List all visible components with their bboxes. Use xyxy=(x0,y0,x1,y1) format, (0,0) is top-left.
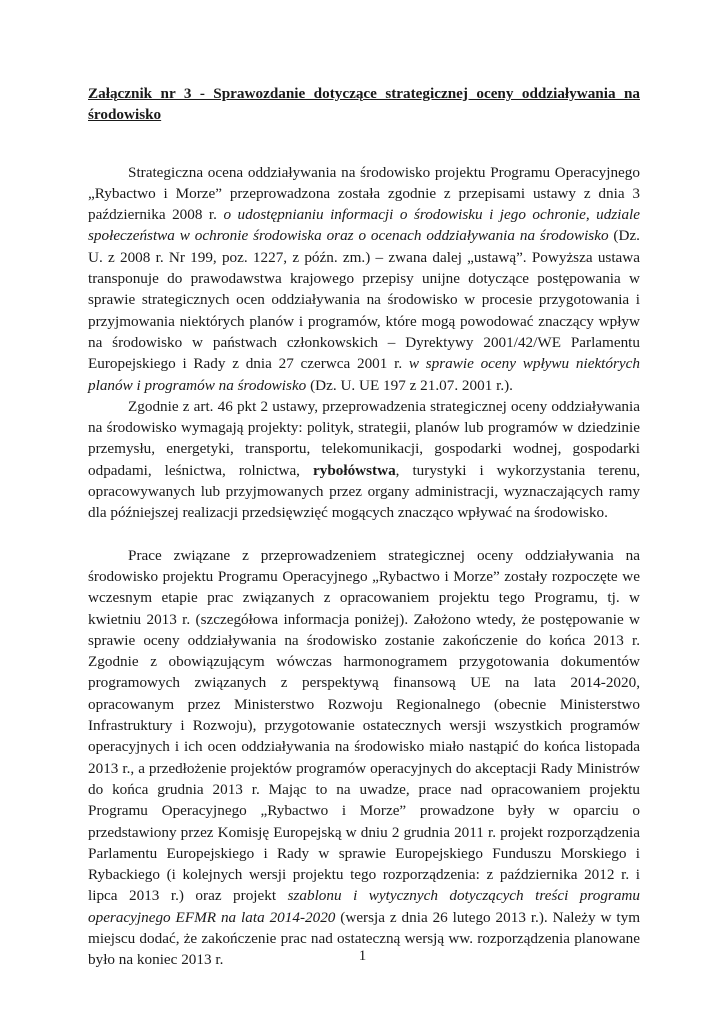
spacer xyxy=(88,126,640,162)
directive-title-italic: w sprawie oceny wpływu niektórych planów i programów na środowisko xyxy=(88,355,640,394)
template-title-italic: szablonu i wytycznych dotyczących treści programu operacyjnego EFMR na lata 2014-2020 xyxy=(88,887,640,926)
paragraph-text: , turystyki i wykorzystania terenu, opracowywanych lub przyjmowanych przez organy administracji, wyznaczających ramy dla późniejszej realizacji przedsięwzięć mogących znacząco wpływać na środowisko. xyxy=(88,461,640,522)
paragraph-text: (wersja z dnia 26 lutego 2013 r.). Należy w tym miejscu dodać, że zakończenie prac nad ostateczną wersją ww. rozporządzenia planowane było na koniec 2013 r. xyxy=(88,908,641,969)
page-number: 1 xyxy=(358,948,367,964)
paragraph-scope xyxy=(88,396,640,524)
paragraph-text: Prace związane z przeprowadzeniem strategicznej oceny oddziaływania na środowisko projektu Programu Operacyjnego „Rybactwo i Morze” zostały rozpoczęte we wczesnym etapie prac związanych z opracowaniem projektu tego Programu, tj. w kwietniu 2013 r. (szczegółowa informacja poniżej). Założono wtedy, że postępowanie w sprawie oceny oddziaływania na środowisko zostanie zakończenie do końca 2013 r. Zgodnie z obowiązującym wówczas harmonogramem przygotowania dokumentów programowych związanych z perspektywą finansową UE na lata 2014-2020, opracowanym przez Ministerstwo Rozwoju Regionalnego (obecnie Ministerstwo Infrastruktury i Rozwoju), przygotowanie ostatecznych wersji wszystkich programów operacyjnych i ich ocen oddziaływania na środowisko miało nastąpić do końca listopada 2013 r., a przedłożenie projektów programów operacyjnych do akceptacji Rady Ministrów do końca grudnia 2013 r. Mając to na uwadze, prace nad opracowaniem projektu Programu Operacyjnego „Rybactwo i Morze” prowadzone były w oparciu o przedstawiony przez Komisję Europejską w dniu 2 grudnia 2011 r. projekt rozporządzenia Parlamentu Europejskiego i Rady w sprawie Europejskiego Funduszu Morskiego i Rybackiego (i kolejnych wersji projektu tego rozporządzenia: z października 2012 r. i lipca 2013 r.) oraz projekt xyxy=(88,546,640,905)
paragraph-text: (Dz. U. z 2008 r. Nr 199, poz. 1227, z późn. zm.) – zwana dalej „ustawą”. Powyższa ustawa transponuje do prawodawstwa krajowego przepisy unijne dotyczące postępowania w sprawie strategicznych ocen oddziaływania na środowisko w procesie przygotowania i przyjmowania niektórych planów i programów, które mogą powodować znaczący wpływ na środowisko w państwach członkowskich – Dyrektywy 2001/42/WE Parlamentu Europejskiego i Rady z dnia 27 czerwca 2001 r. xyxy=(88,227,640,373)
spacer xyxy=(88,524,640,545)
act-title-italic: o udostępnianiu informacji o środowisku i jego ochronie, udziale społeczeństwa w ochronie środowiska oraz o ocenach oddziaływania na środowisko xyxy=(88,206,641,245)
paragraph-text: Zgodnie z art. 46 pkt 2 ustawy, przeprowadzenia strategicznej oceny oddziaływania na środowisko wymagają projekty: polityk, strategii, planów lub programów w dziedzinie przemysłu, energetyki, transportu, telekomunikacji, gospodarki wodnej, gospodarki odpadami, leśnictwa, rolnictwa, xyxy=(88,397,640,479)
document-title: Załącznik nr 3 - Sprawozdanie dotyczące strategicznej oceny oddziaływania na środowisko xyxy=(88,85,640,124)
paragraph-text: (Dz. U. UE 197 z 21.07. 2001 r.). xyxy=(306,376,513,394)
document-page xyxy=(88,83,640,971)
paragraph-text: Strategiczna ocena oddziaływania na środowisko projektu Programu Operacyjnego „Rybactwo i Morze” przeprowadzona została zgodnie z przepisami ustawy z dnia 3 października 2008 r. xyxy=(88,163,640,224)
paragraph-legal-basis xyxy=(88,162,640,396)
paragraph-work-schedule xyxy=(88,545,640,971)
fisheries-bold: rybołówstwa xyxy=(312,461,396,479)
